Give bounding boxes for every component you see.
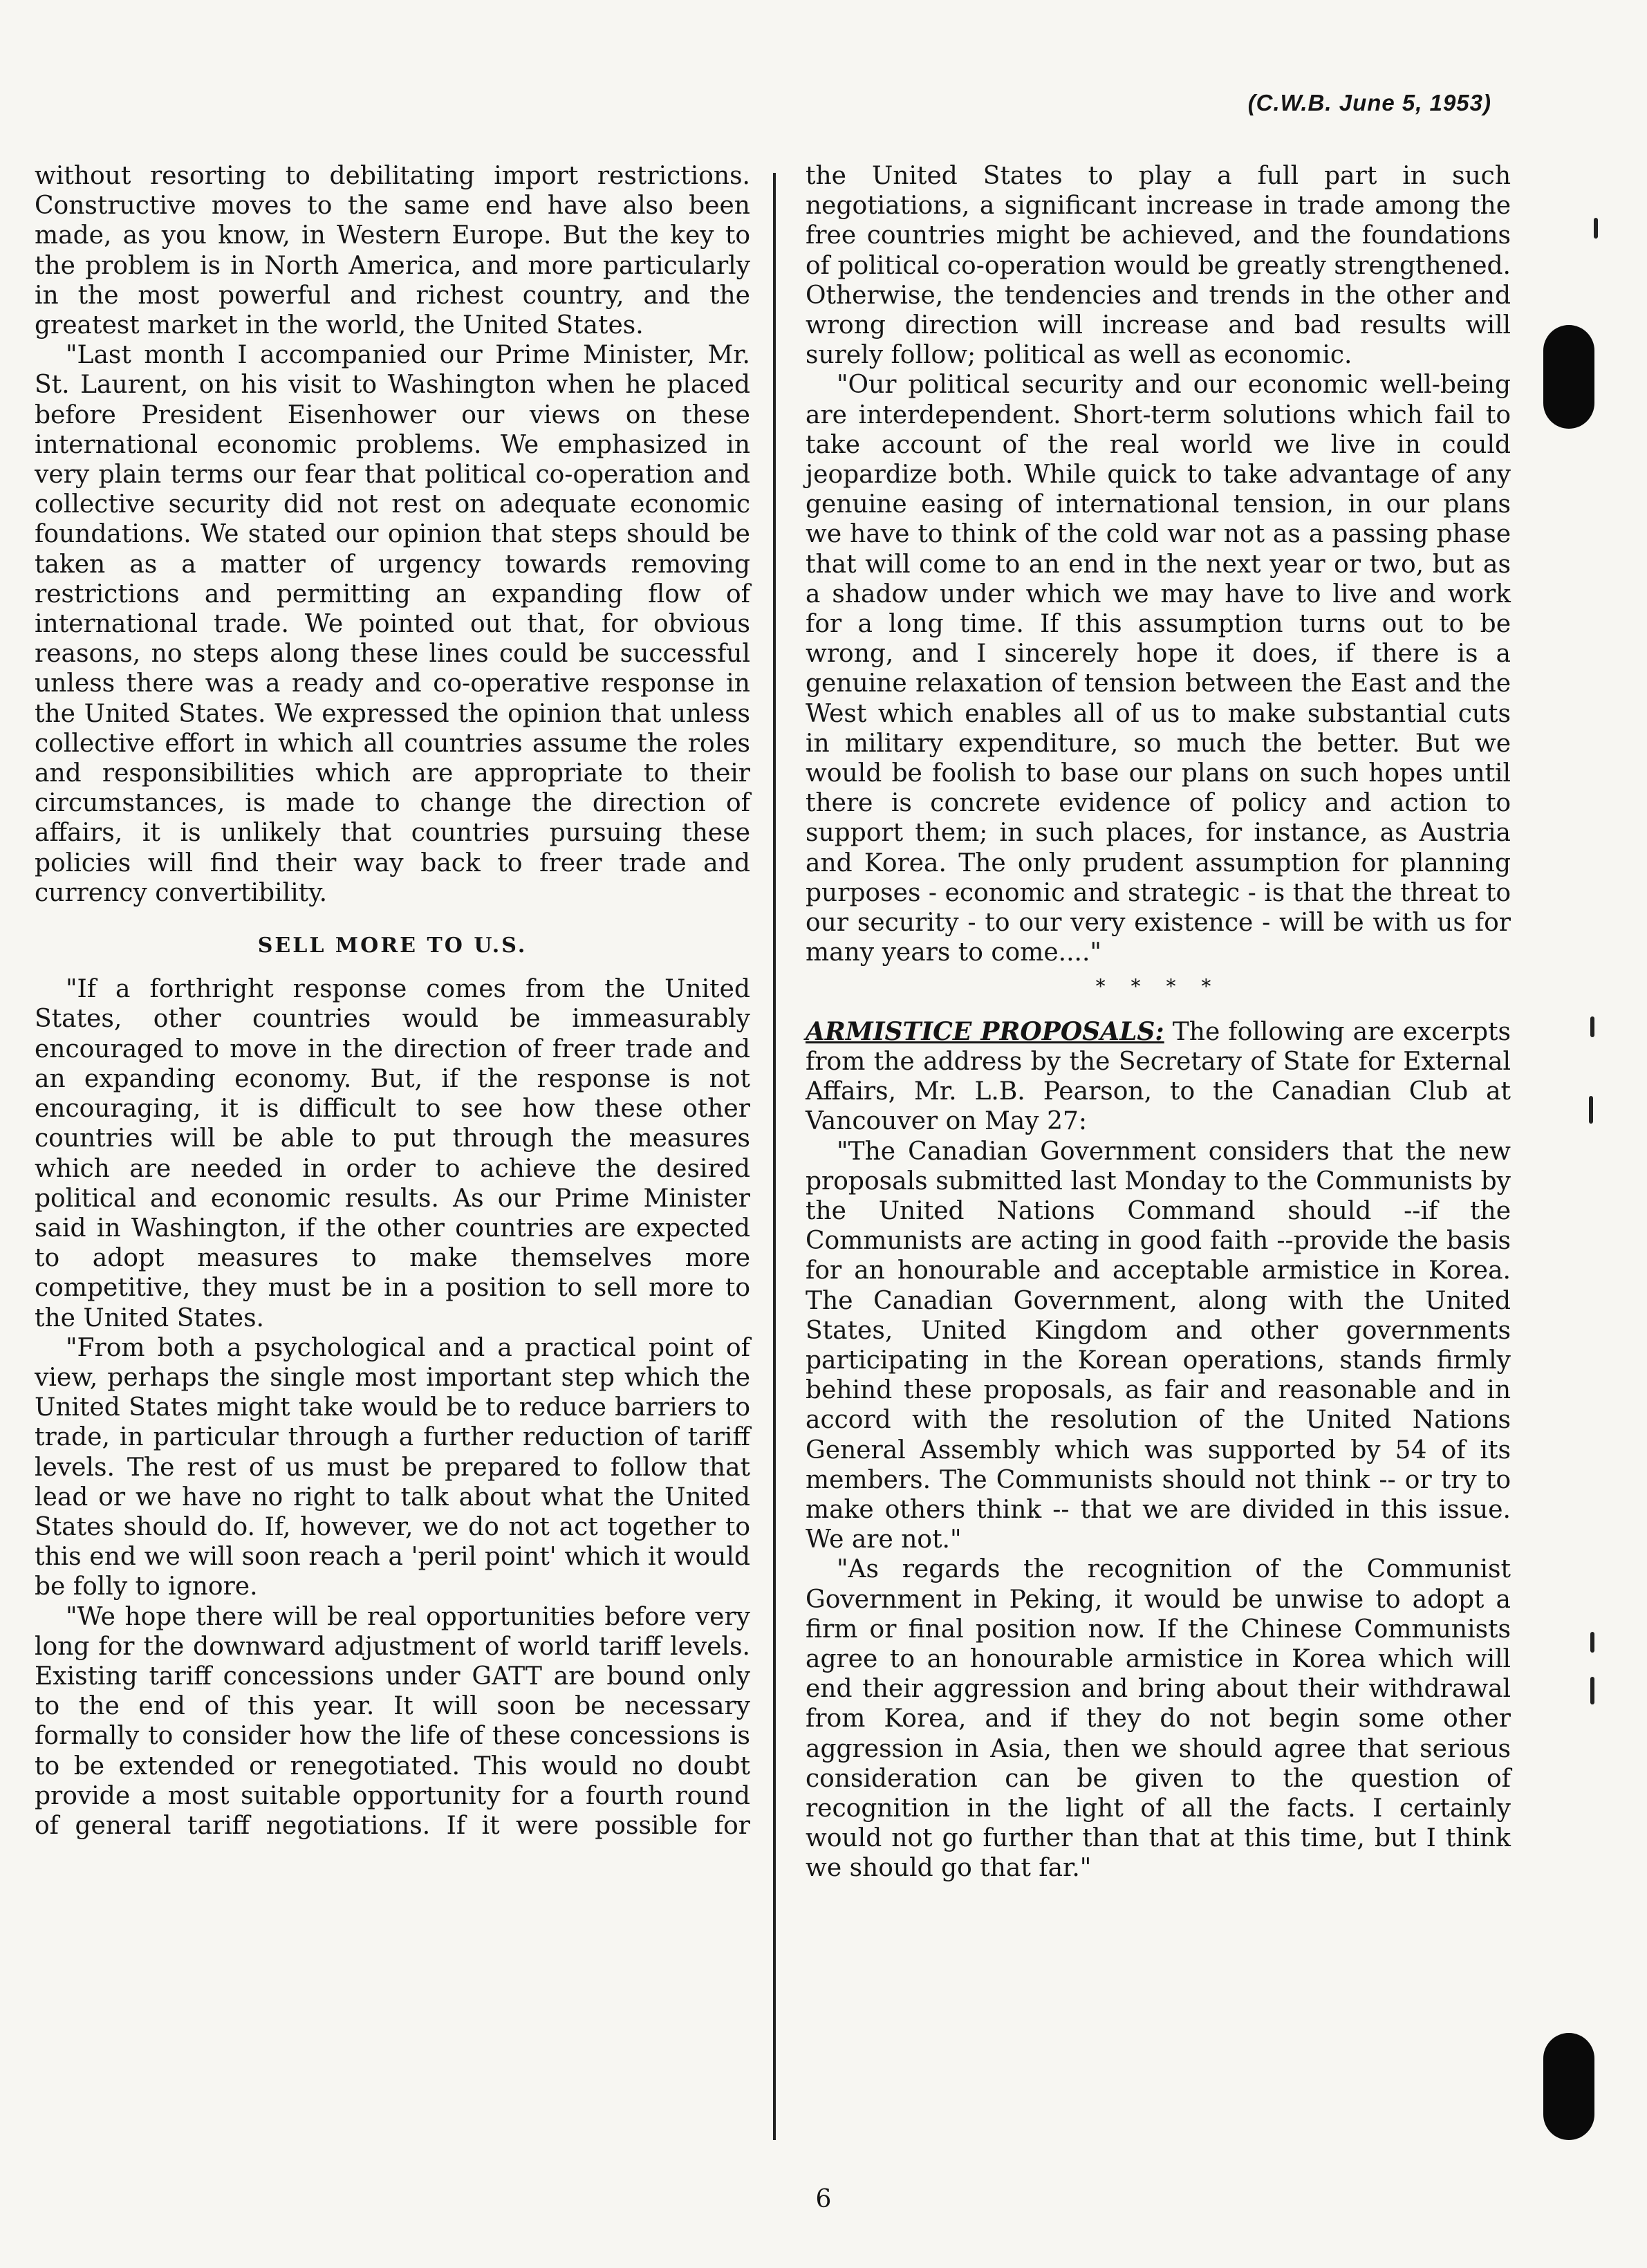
punch-hole-bottom: [1543, 2033, 1594, 2140]
punch-hole-top: [1543, 325, 1594, 429]
running-head: (C.W.B. June 5, 1953): [1247, 90, 1491, 115]
paragraph: "The Canadian Government considers that the new proposals submitted last Monday to the Communists by the United Nations Command should --if the Communists are acting in good faith --provide the basis for an honourable and acceptable armistice in Korea. The Canadian Government, along with the United States, United Kingdom and other governments participating in the Korean operations, stands firmly behind these proposals, as fair and reasonable and in accord with the resolution of the United Nations General Assembly which was supported by 54 of its members. The Communists should not think -- or try to make others think -- that we are divided in this issue. We are not.": [806, 1137, 1511, 1554]
scan-mark: [1590, 1677, 1594, 1704]
paragraph: the United States to play a full part in such negotiations, a significant increase in trade among the free countries might be achieved, and the foundations of political co-operation would be greatly strengthened. Otherwise, the tendencies and trends in the other and wrong direction will increase and bad results will surely follow; political as well as economic.: [806, 162, 1511, 370]
paragraph: "If a forthright response comes from the United States, other countries would be immeasurably encouraged to move in the direction of freer trade and an expanding economy. But, if the response is not encouraging, it is difficult to see how these other countries will be able to put through the measures which are needed in order to achieve the desired political and economic results. As our Prime Minister said in Washington, if the other countries are expected to adopt measures to make themselves more competitive, they must be in a position to sell more to the United States.: [35, 975, 750, 1332]
scan-mark: [1594, 218, 1598, 239]
column-divider: [773, 173, 776, 2140]
page-number: 6: [815, 2185, 832, 2213]
paragraph: "As regards the recognition of the Communist Government in Peking, it would be unwise to adopt a firm or final position now. If the Chinese Communists agree to an honourable armistice in Korea which will end their aggression and bring about their withdrawal from Korea, and if they do not begin some other aggression in Asia, then we should agree that serious consideration can be given to the question of recognition in the light of all the facts. I certainly would not go further than that at this time, but I think we should go that far.": [806, 1555, 1511, 1883]
armistice-paragraph: [806, 1017, 1511, 1137]
paragraph: "From both a psychological and a practical point of view, perhaps the single most important step which the United States might take would be to reduce barriers to trade, in particular through a further reduction of tariff levels. The rest of us must be prepared to follow that lead or we have no right to talk about what the United States should do. If, however, we do not act together to this end we will soon reach a 'peril point' which it would be folly to ignore.: [35, 1333, 750, 1601]
scan-mark: [1589, 1096, 1593, 1124]
armistice-heading: ARMISTICE PROPOSALS:: [806, 1016, 1164, 1046]
scan-mark: [1590, 1632, 1594, 1653]
paragraph: without resorting to debilitating import restrictions. Constructive moves to the same end have also been made, as you know, in Western Europe. But the key to the problem is in North America, and more particularly in the most powerful and richest country, and the greatest market in the world, the United States.: [35, 162, 750, 340]
paragraph: "Last month I accompanied our Prime Minister, Mr. St. Laurent, on his visit to Washington when he placed before President Eisenhower our views on these international economic problems. We emphasized in very plain terms our fear that political co-operation and collective security did not rest on adequate economic foundations. We stated our opinion that steps should be taken as a matter of urgency towards removing restrictions and permitting an expanding flow of international trade. We pointed out that, for obvious reasons, no steps along these lines could be successful unless there was a ready and co-operative response in the United States. We expressed the opinion that unless collective effort in which all countries assume the roles and responsibilities which are appropriate to their circumstances, is made to change the direction of affairs, it is unlikely that countries pursuing these policies will find their way back to freer trade and currency convertibility.: [35, 341, 750, 907]
paragraph: "Our political security and our economic well-being are interdependent. Short-term solutions which fail to take account of the real world we live in could jeopardize both. While quick to take advantage of any genuine easing of international tension, in our plans we have to think of the cold war not as a passing phase that will come to an end in the next year or two, but as a shadow under which we may have to live and work for a long time. If this assumption turns out to be wrong, and I sincerely hope it does, if there is a genuine relaxation of tension between the East and the West which enables all of us to make substantial cuts in military expenditure, so much the better. But we would be foolish to base our plans on such hopes until there is concrete evidence of policy and action to support them; in such places, for instance, as Austria and Korea. The only prudent assumption for planning purposes - economic and strategic - is that the threat to our security - to our very existence - will be with us for many years to come....": [806, 371, 1511, 967]
section-separator: * * * *: [1095, 975, 1221, 998]
armistice-intro: The following are excerpts from the address by the Secretary of State for External Affairs, Mr. L.B. Pearson, to the Canadian Club at Vancouver on May 27:: [806, 1017, 1511, 1136]
left-column: [35, 161, 750, 1841]
scan-mark: [1590, 1016, 1594, 1037]
section-heading: SELL MORE TO U.S.: [257, 933, 528, 958]
right-column: [806, 161, 1511, 1884]
paragraph: "We hope there will be real opportunities before very long for the downward adjustment of world tariff levels. Existing tariff concessions under GATT are bound only to the end of this year. It will soon be necessary formally to consider how the life of these concessions is to be extended or renegotiated. This would no doubt provide a most suitable opportunity for a fourth round of general tariff negotiations. If it were possible for: [35, 1602, 750, 1840]
